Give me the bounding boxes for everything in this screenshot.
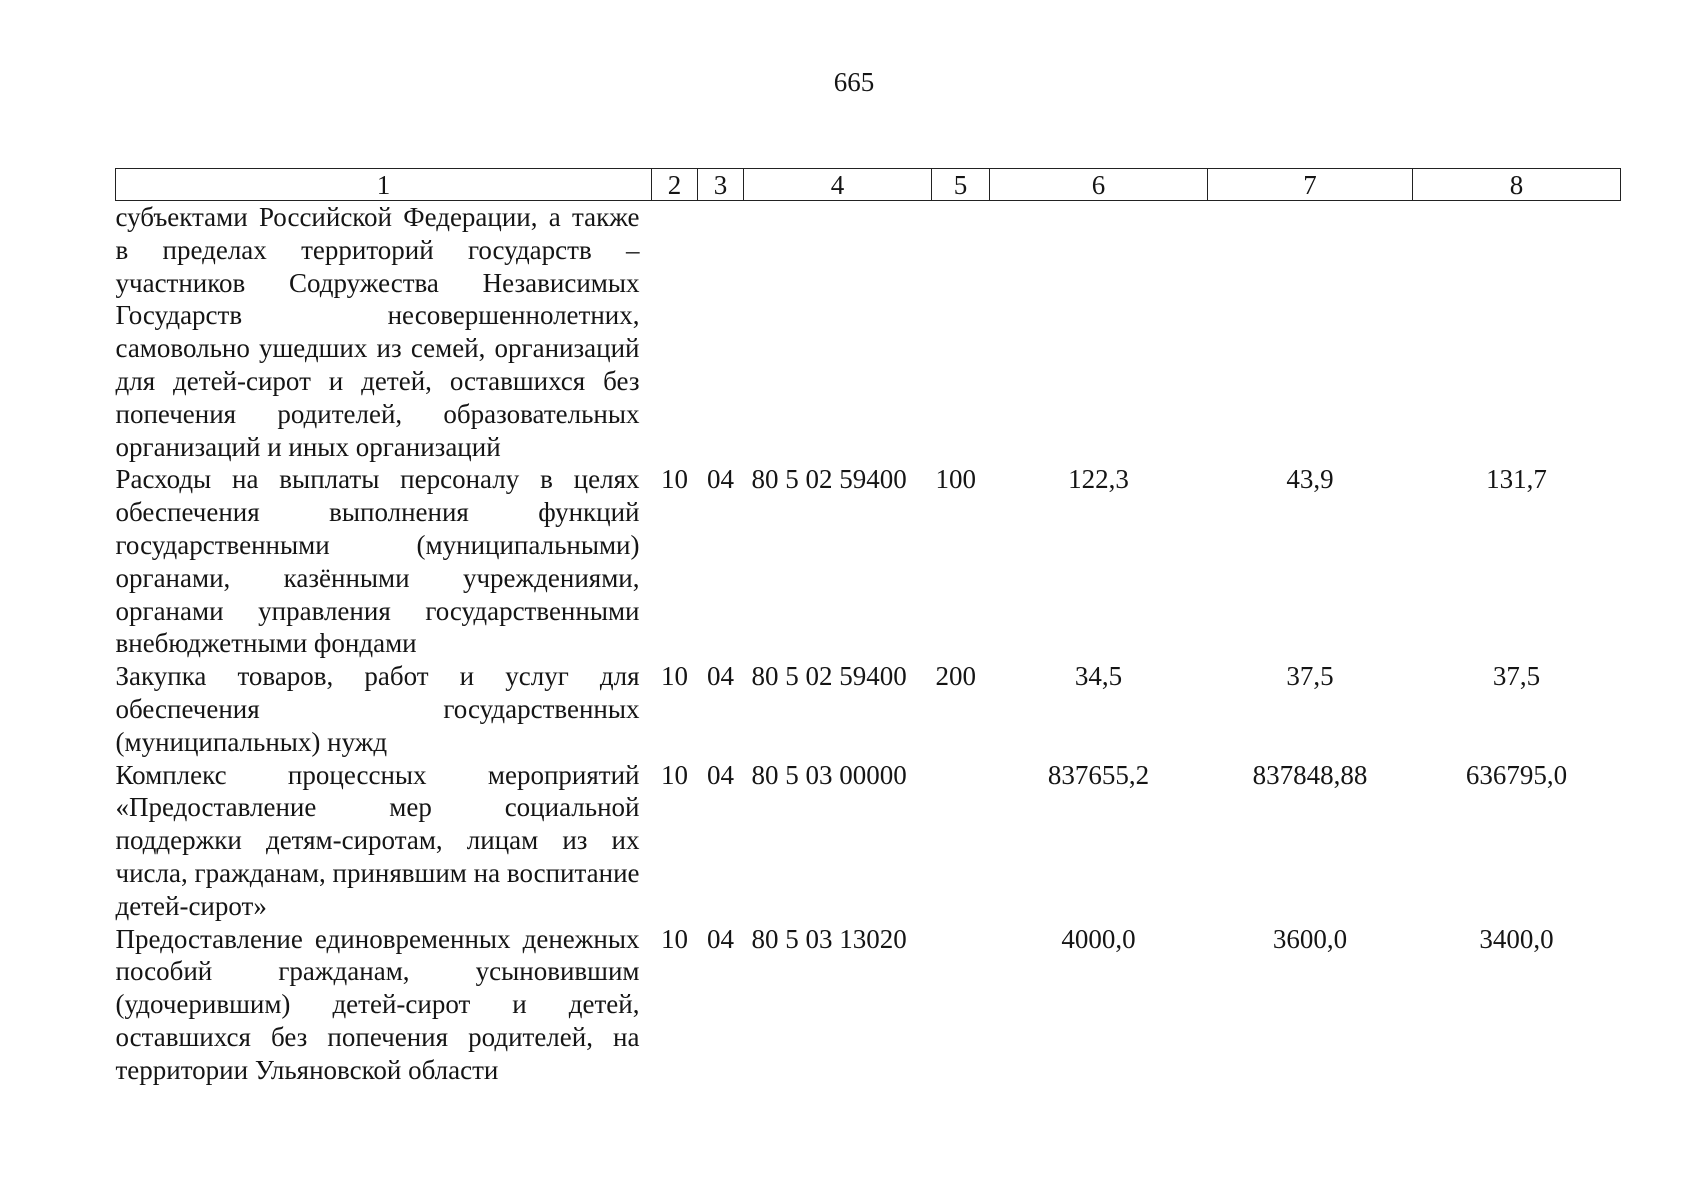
page-number: 665 [833,67,875,97]
row-expense-type [932,923,990,1087]
row-subsection: 04 [707,661,734,692]
column-header-1: 1 [116,169,652,201]
row-section: 10 [661,759,688,790]
column-header-7: 7 [1208,169,1413,201]
row-target-article: 80 5 02 59400 [751,661,907,692]
row-target-article: 80 5 03 13020 [751,923,907,954]
row-target-article [744,201,932,464]
table-row [116,463,1621,660]
row-amount-3: 3400,0 [1479,923,1554,954]
row-amount-3 [1413,201,1621,464]
row-description: Закупка товаров, работ и услуг для обеспечения государственных (муниципальных) нужд [115,661,640,757]
row-amount-1: 4000,0 [1061,923,1136,954]
row-amount-2: 37,5 [1286,661,1334,692]
row-description: Расходы на выплаты персоналу в целях обеспечения выполнения функций государственными (муниципальными) органами, казёнными учреждениями, органами управления государственными внебюджетными фондами [115,464,640,659]
row-target-article: 80 5 03 00000 [751,759,907,790]
row-subsection: 04 [707,464,734,495]
column-header-6: 6 [990,169,1208,201]
row-description: Комплекс процессных мероприятий «Предоставление мер социальной поддержки детям-сиротам, лицам из их числа, гражданам, принявшим на воспитание детей-сирот» [115,759,640,921]
table-row [116,923,1621,1087]
row-subsection [698,201,744,464]
row-amount-1 [990,201,1208,464]
column-header-2: 2 [652,169,698,201]
row-subsection: 04 [707,923,734,954]
row-section: 10 [661,661,688,692]
row-expense-type [932,201,990,464]
row-amount-3: 131,7 [1486,464,1547,495]
table-row [116,201,1621,464]
column-header-3: 3 [698,169,744,201]
table-row [116,759,1621,923]
row-section [652,201,698,464]
budget-table [115,168,1621,1087]
column-number-row [116,169,1621,201]
row-amount-1: 34,5 [1074,661,1123,692]
row-description: субъектами Российской Федерации, а также в пределах территорий государств – участников Содружества Независимых Государств несовершеннолетних, самовольно ушедших из семей, организаций для детей-сирот и детей, оставшихся без попечения родителей, образовательных организаций и иных организаций [115,202,640,462]
row-section: 10 [661,464,688,495]
row-expense-type [932,759,990,923]
row-amount-2: 837848,88 [1252,759,1368,790]
row-amount-2: 43,9 [1286,464,1334,495]
row-amount-3: 37,5 [1492,661,1541,692]
row-target-article: 80 5 02 59400 [751,464,907,495]
table-row [116,660,1621,758]
row-expense-type: 100 [935,464,976,495]
row-amount-2: 3600,0 [1272,923,1348,954]
row-amount-3: 636795,0 [1465,759,1568,790]
row-subsection: 04 [707,759,734,790]
row-amount-1: 122,3 [1068,464,1129,495]
row-amount-1: 837655,2 [1047,759,1150,790]
column-header-5: 5 [932,169,990,201]
row-description: Предоставление единовременных денежных пособий гражданам, усыновившим (удочерившим) детей-сирот и детей, оставшихся без попечения родителей, на территории Ульяновской области [115,923,640,1085]
column-header-4: 4 [744,169,932,201]
row-expense-type: 200 [935,661,976,692]
column-header-8: 8 [1413,169,1621,201]
row-amount-2 [1208,201,1413,464]
row-section: 10 [661,923,688,954]
